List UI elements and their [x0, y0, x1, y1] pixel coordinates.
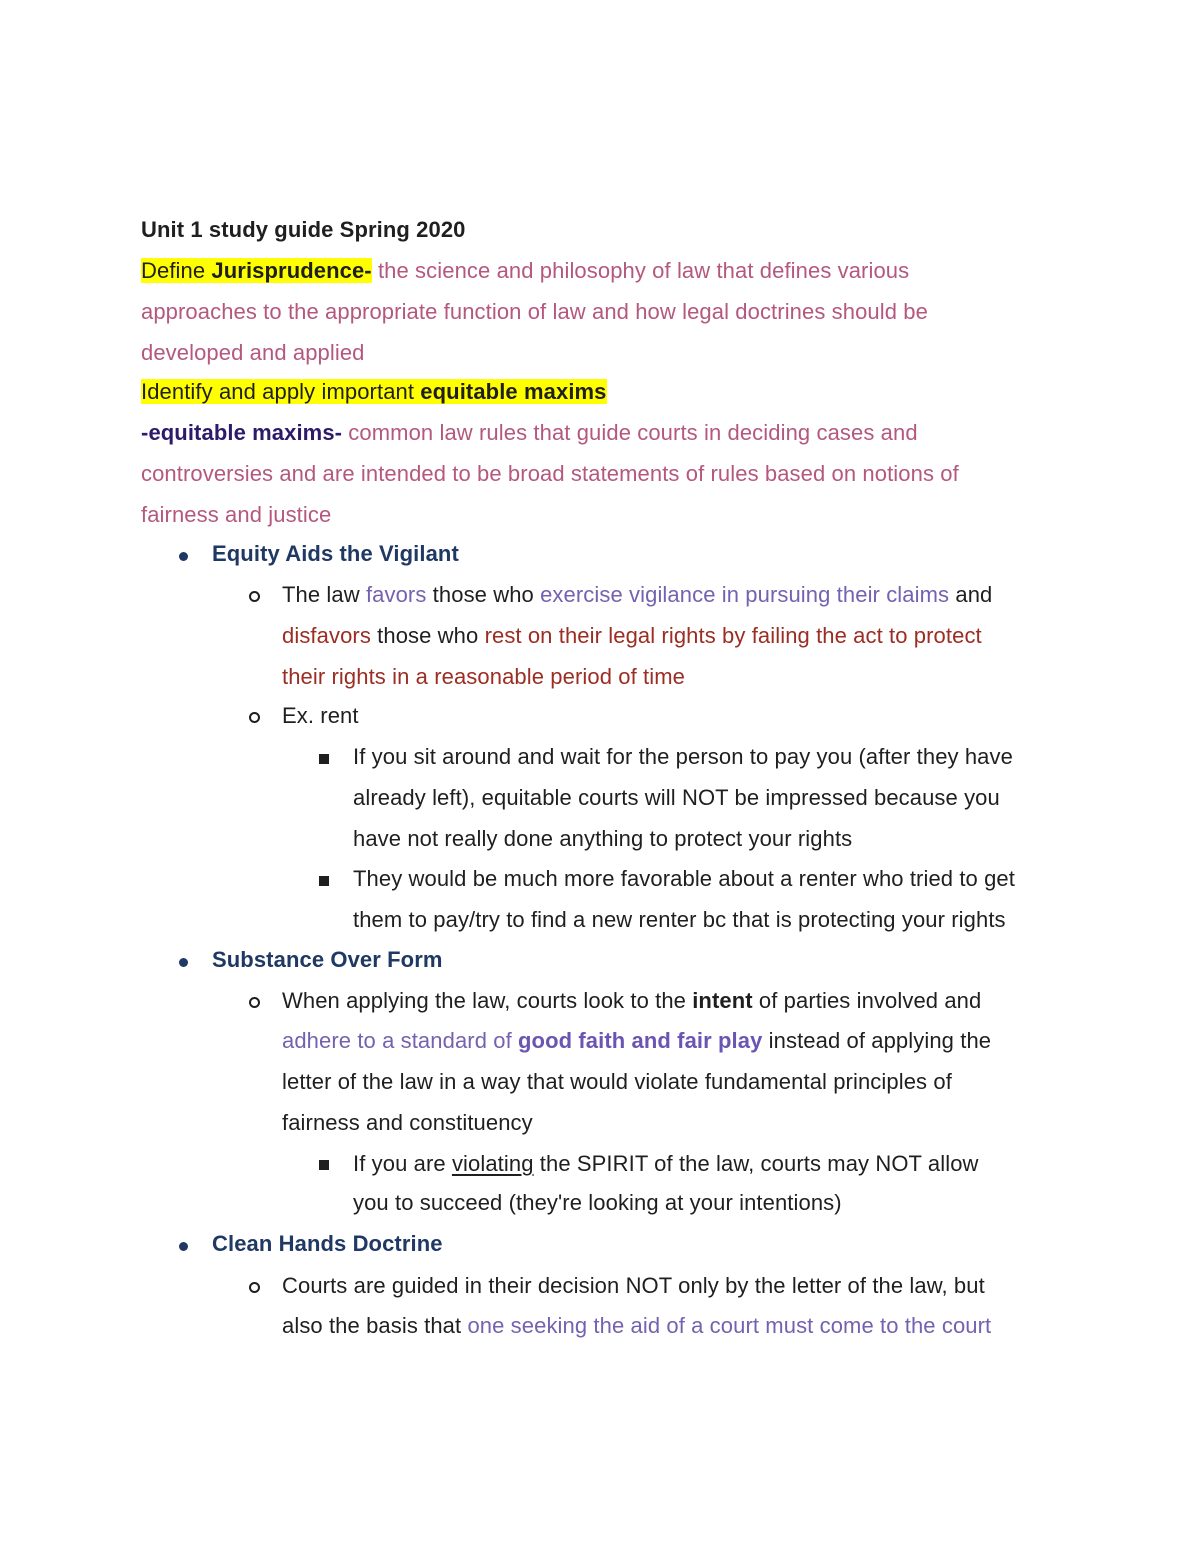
- circle-bullet-icon: [249, 591, 260, 602]
- define-lead: Define Jurisprudence-: [141, 258, 372, 283]
- define-text: the science and philosophy of law that defines various: [371, 258, 910, 283]
- square-bullet-icon: [319, 1160, 329, 1170]
- maxims-line-1: -equitable maxims- common law rules that guide courts in deciding cases and: [141, 420, 918, 445]
- heading-clean-hands: Clean Hands Doctrine: [212, 1231, 443, 1256]
- circle-bullet-icon: [249, 712, 260, 723]
- maxims-term: equitable maxims-: [148, 420, 343, 445]
- heading-vigilant: Equity Aids the Vigilant: [212, 541, 459, 566]
- disc-bullet-icon: [179, 552, 188, 561]
- maxims-line-2: controversies and are intended to be broad statements of rules based on notions of: [141, 461, 959, 486]
- rent-line-2: already left), equitable courts will NOT be impressed because you: [353, 785, 1000, 810]
- vigilant-line-2: disfavors those who rest on their legal rights by failing the act to protect: [282, 623, 982, 648]
- disc-bullet-icon: [179, 1242, 188, 1251]
- define-line-1: [141, 258, 909, 284]
- rent-line-5: them to pay/try to find a new renter bc that is protecting your rights: [353, 907, 1006, 932]
- square-bullet-icon: [319, 754, 329, 764]
- clean-line-2: also the basis that one seeking the aid of a court must come to the court: [282, 1313, 992, 1338]
- circle-bullet-icon: [249, 997, 260, 1008]
- page-title: Unit 1 study guide Spring 2020: [141, 217, 466, 242]
- spirit-line-2: you to succeed (they're looking at your intentions): [353, 1190, 842, 1215]
- identify-highlight: Identify and apply important equitable maxims: [141, 379, 607, 404]
- substance-line-2: adhere to a standard of good faith and fair play instead of applying the: [282, 1028, 992, 1053]
- rent-line-3: have not really done anything to protect your rights: [353, 826, 853, 851]
- example-rent: Ex. rent: [282, 703, 359, 728]
- square-bullet-icon: [319, 876, 329, 886]
- identify-line: [141, 379, 607, 405]
- disc-bullet-icon: [179, 958, 188, 967]
- spirit-line-1: If you are violating the SPIRIT of the law, courts may NOT allow: [353, 1151, 979, 1176]
- substance-line-1: When applying the law, courts look to the intent of parties involved and: [282, 988, 982, 1013]
- define-line-3: developed and applied: [141, 340, 365, 365]
- substance-line-3: letter of the law in a way that would violate fundamental principles of: [282, 1069, 952, 1094]
- clean-line-1: Courts are guided in their decision NOT only by the letter of the law, but: [282, 1273, 985, 1298]
- circle-bullet-icon: [249, 1282, 260, 1293]
- vigilant-line-1: The law favors those who exercise vigilance in pursuing their claims and: [282, 582, 993, 607]
- rent-line-1: If you sit around and wait for the person to pay you (after they have: [353, 744, 1013, 769]
- heading-substance: Substance Over Form: [212, 947, 443, 972]
- define-line-2: approaches to the appropriate function of law and how legal doctrines should be: [141, 299, 928, 324]
- substance-line-4: fairness and constituency: [282, 1110, 533, 1135]
- vigilant-line-3: their rights in a reasonable period of time: [282, 664, 685, 689]
- rent-line-4: They would be much more favorable about a renter who tried to get: [353, 866, 1015, 891]
- maxims-line-3: fairness and justice: [141, 502, 332, 527]
